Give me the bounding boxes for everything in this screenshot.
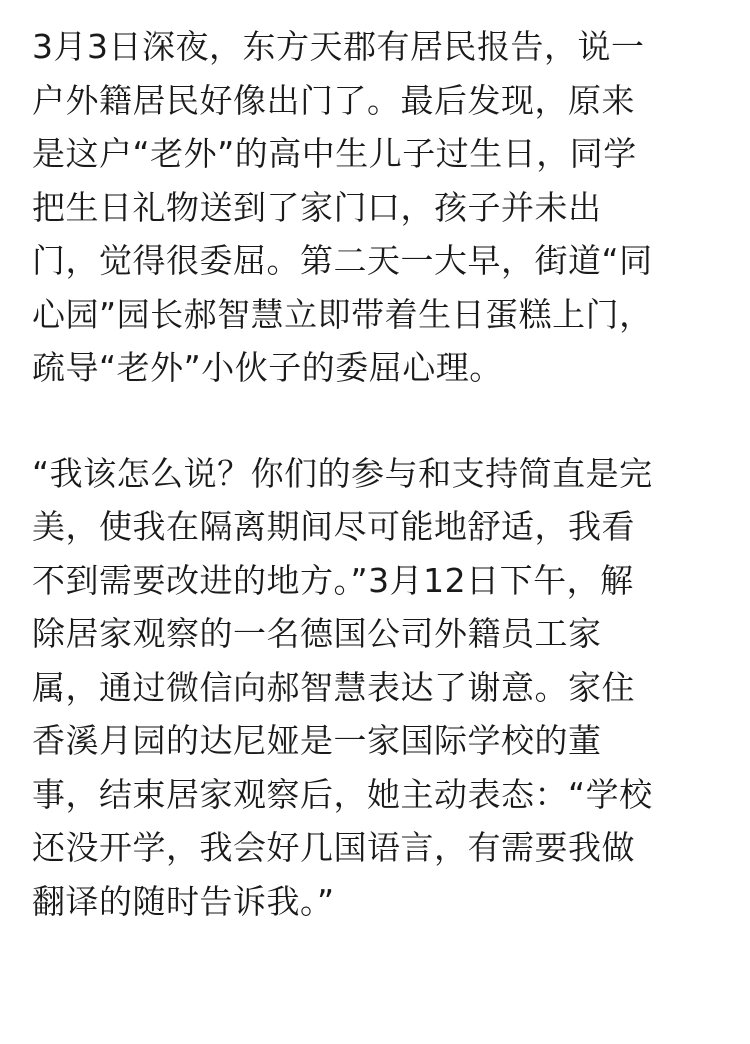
text-line: 3月3日深夜，东方天郡有居民报告，说一 [32, 27, 645, 66]
text-line: 不到需要改进的地方。”3月12日下午，解 [32, 560, 634, 600]
text-line: 把生日礼物送到了家门口，孩子并未出 [32, 187, 602, 227]
text-line: 属，通过微信向郝智慧表达了谢意。家住 [32, 667, 635, 707]
text-line: 香溪月园的达尼娅是一家国际学校的董 [32, 721, 602, 760]
article-body [32, 20, 722, 928]
text-line: 翻译的随时告诉我。” [32, 881, 335, 921]
text-line: 门，觉得很委屈。第二天一大早，街道“同 [32, 241, 653, 280]
paragraph-2 [32, 447, 722, 929]
text-line: 心园”园长郝智慧立即带着生日蛋糕上门， [32, 294, 653, 334]
text-line: 是这户“老外”的高中生儿子过生日，同学 [32, 134, 637, 173]
paragraph-1 [32, 20, 722, 395]
text-line: 疏导“老外”小伙子的委屈心理。 [32, 348, 503, 387]
paragraph-gap [32, 395, 722, 447]
text-line: 事，结束居家观察后，她主动表态：“学校 [32, 774, 653, 814]
text-line: “我该怎么说？你们的参与和支持简直是完 [32, 453, 653, 493]
text-line: 还没开学，我会好几国语言，有需要我做 [32, 828, 635, 867]
text-line: 除居家观察的一名德国公司外籍员工家 [32, 614, 602, 653]
text-line: 美，使我在隔离期间尽可能地舒适，我看 [32, 507, 635, 546]
text-line: 户外籍居民好像出门了。最后发现，原来 [32, 80, 635, 120]
